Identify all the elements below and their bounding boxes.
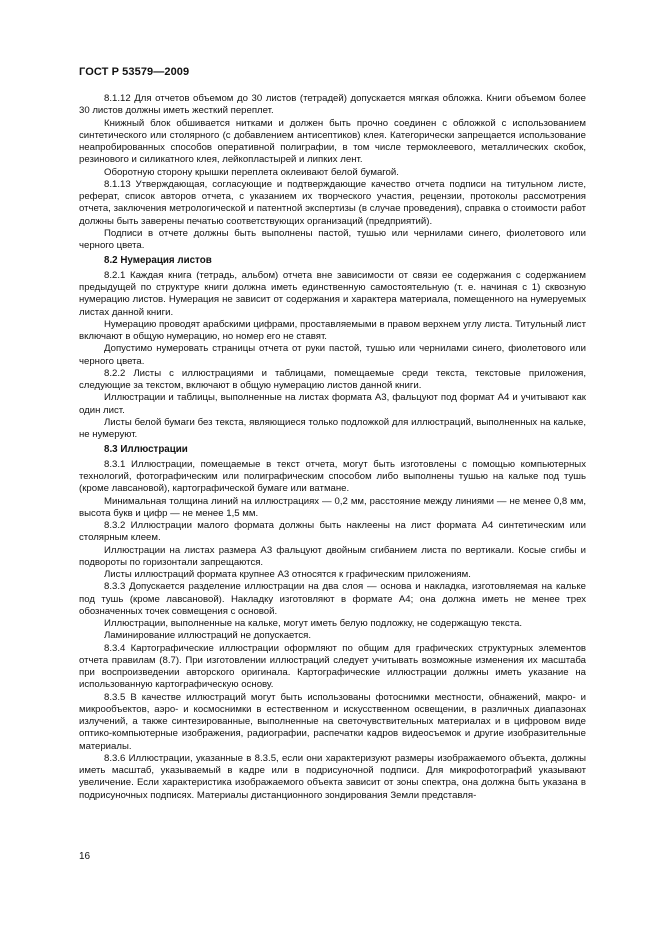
section-heading-8-2: 8.2 Нумерация листов <box>104 255 212 267</box>
page-number: 16 <box>79 851 91 862</box>
paragraph-arabic-numerals: Нумерацию проводят арабскими цифрами, проставляемыми в правом верхнем углу листа. Титульный лист включают в общую нумерацию, но номер его не ставят. <box>79 318 586 342</box>
paragraph-lamination: Ламинирование иллюстраций не допускается. <box>104 630 312 642</box>
document-body <box>79 93 586 802</box>
paragraph-book-block: Книжный блок обшивается нитками и должен быть прочно соединен с обложкой с использованием синтетического или столярного (с добавлением антисептиков) клея. Категорически запрещается использование неапробированных способов оперативной полиграфии, в том числе термоклеевого, металлических скобок, резинового и силикатного клея, лейкопластырей и липких лент. <box>79 117 586 166</box>
paragraph-a3-folding: Иллюстрации на листах размера А3 фальцуют двойным сгибанием листа по вертикали. Косые сгибы и подвороты по горизонтали запрещаются. <box>79 544 586 568</box>
paragraph-white-sheets: Листы белой бумаги без текста, являющиеся только подложкой для иллюстраций, выполненных на кальке, не нумеруют. <box>79 416 586 440</box>
paragraph-larger-formats: Листы иллюстраций формата крупнее А3 относятся к графическим приложениям. <box>104 569 471 580</box>
section-heading-8-3: 8.3 Иллюстрации <box>104 444 188 456</box>
paragraph-8-2-2: 8.2.2 Листы с иллюстрациями и таблицами, помещаемые среди текста, текстовые приложения, следующие за текстом, включают в общую нумерацию листов данной книги. <box>79 367 586 391</box>
paragraph-8-2-1: 8.2.1 Каждая книга (тетрадь, альбом) отчета вне зависимости от связи ее содержания с содержанием предыдущей по структуре книги должна иметь единственную самостоятельную (т. е. начиная с 1) сквозную нумерацию листов. Нумерация не зависит от содержания и характера материала, помещенного на нумеруемых листах данной книги. <box>79 269 586 318</box>
paragraph-8-1-13: 8.1.13 Утверждающая, согласующие и подтверждающие качество отчета подписи на титульном листе, реферат, список авторов отчета, с указанием их творческого участия, рецензии, протоколы рассмотрения отчета, заключения метрологической и патентной экспертизы (в случае проведения), справка о стоимости работ должны быть заверены печатью соответствующих организаций (предприятий). <box>79 178 586 227</box>
paragraph-tracing-paper: Иллюстрации, выполненные на кальке, могут иметь белую подложку, не содержащую текста. <box>104 618 523 629</box>
paragraph-8-3-2: 8.3.2 Иллюстрации малого формата должны быть наклеены на лист формата А4 синтетическим или столярным клеем. <box>79 520 586 544</box>
paragraph-8-3-3: 8.3.3 Допускается разделение иллюстрации на два слоя — основа и накладка, изготовляемая на кальке под тушь (кроме лавсановой). Накладку изготовляют в формате А4; она должна иметь не менее трех обозначенных точек совмещения с основой. <box>79 581 586 617</box>
paragraph-a3-format: Иллюстрации и таблицы, выполненные на листах формата А3, фальцуют под формат А4 и учитывают как один лист. <box>79 392 586 416</box>
paragraph-8-3-4: 8.3.4 Картографические иллюстрации оформляют по общим для графических структурных элементов отчета правилам (8.7). При изготовлении иллюстраций следует учитывать возможные изменения их масштаба при воспроизведении авторского оригинала. Картографические иллюстрации должны иметь указание на использованную картографическую основу. <box>79 642 586 691</box>
paragraph-8-1-12: 8.1.12 Для отчетов объемом до 30 листов (тетрадей) допускается мягкая обложка. Книги объемом более 30 листов должны иметь жесткий переплет. <box>79 93 586 117</box>
paragraph-line-thickness: Минимальная толщина линий на иллюстрациях — 0,2 мм, расстояние между линиями — не менее 0,8 мм, высота букв и цифр — не менее 1,5 мм. <box>79 495 586 519</box>
paragraph-8-3-6: 8.3.6 Иллюстрации, указанные в 8.3.5, если они характеризуют размеры изображаемого объекта, должны иметь масштаб, указываемый в кадре или в подрисуночной подписи. Для микрофотографий указывают увеличение. Если характеристика изображаемого объекта зависит от зоны спектра, она должна быть указана в подрисуночных подписях. Материалы дистанционного зондирования Земли представля- <box>79 752 586 801</box>
paragraph-8-3-5: 8.3.5 В качестве иллюстраций могут быть использованы фотоснимки местности, обнажений, макро- и микрообъектов, аэро- и космоснимки в естественном и искусственном освещении, в различных диапазонах излучений, а также синтезированные, выполненные на светочувствительных материалах и в цифровом виде оптико-компьютерные изображения, радиографии, распечатки кадров видеосъемок и другие изобразительные материалы. <box>79 691 586 752</box>
paragraph-manual-numbering: Допустимо нумеровать страницы отчета от руки пастой, тушью или чернилами синего, фиолетового или черного цвета. <box>79 343 586 367</box>
document-code-header: ГОСТ Р 53579—2009 <box>79 66 190 78</box>
paragraph-signatures: Подписи в отчете должны быть выполнены пастой, тушью или чернилами синего, фиолетового или черного цвета. <box>79 227 586 251</box>
paragraph-cover-lining: Оборотную сторону крышки переплета оклеивают белой бумагой. <box>104 166 399 178</box>
paragraph-8-3-1: 8.3.1 Иллюстрации, помещаемые в текст отчета, могут быть изготовлены с помощью компьютерных технологий, фотографическим или полиграфическим способом либо выполнены тушью на кальке под тушь (кроме лавсановой), картографической бумаге или ватмане. <box>79 458 586 495</box>
